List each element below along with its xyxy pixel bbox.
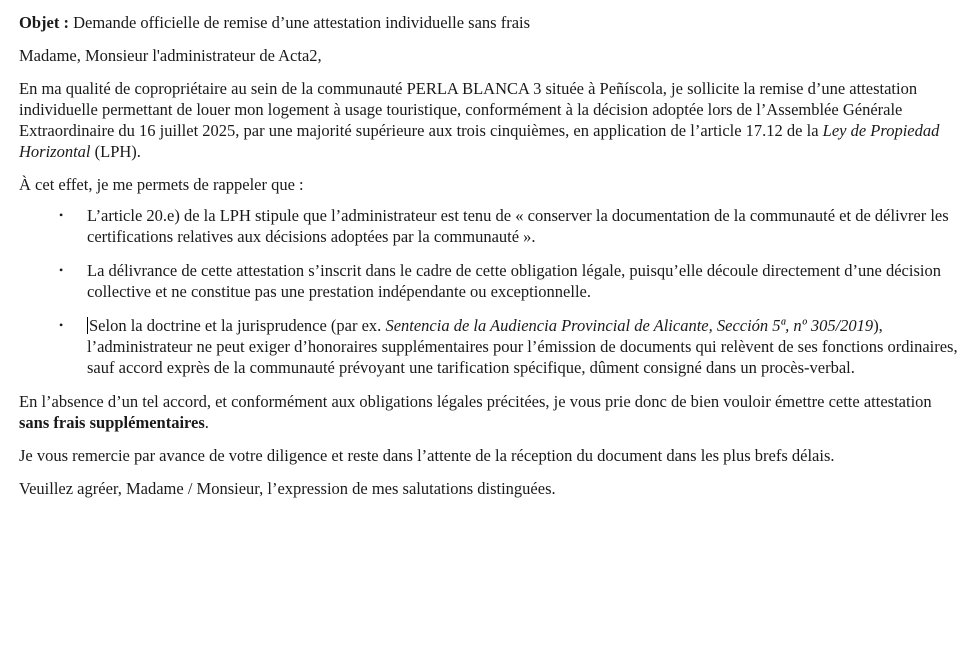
list-item (19, 260, 964, 302)
law-name: Ley de Propiedad Horizontal (19, 121, 940, 161)
closing-paragraph (19, 391, 964, 433)
closing-text-end: . (204, 413, 209, 432)
bullet-marker: • (59, 208, 64, 222)
subject-text: Demande officielle de remise d’une attestation individuelle sans frais (68, 13, 531, 32)
intro-text-end: (LPH). (90, 142, 141, 161)
subject-line (19, 12, 964, 33)
bullet-marker: • (59, 263, 64, 277)
intro-text: En ma qualité de copropriétaire au sein de la communauté PERLA BLANCA 3 située à Peñíscola, je sollicite la remise d’une attestation individuelle permettant de louer mon logement à usage touristique, conformément à la décision adoptée lors de l’Assemblée Générale Extraordinaire du 16 juillet 2025, par une majorité supérieure aux trois cinquièmes, en application de l’article 17.12 de la (19, 79, 918, 140)
court-citation: Sentencia de la Audiencia Provincial de Alicante, Sección 5ª, nº 305/2019 (385, 316, 874, 335)
text-cursor (87, 317, 88, 334)
thanks-paragraph: Je vous remercie par avance de votre diligence et reste dans l’attente de la réception du document dans les plus brefs délais. (19, 446, 835, 465)
closing-emphasis: sans frais supplémentaires (19, 413, 205, 432)
closing-text: En l’absence d’un tel accord, et conformément aux obligations légales précitées, je vous prie donc de bien vouloir émettre cette attestation (19, 392, 932, 411)
bullet-marker: • (59, 318, 64, 332)
list-item (19, 205, 964, 247)
list-item-text-end: ), l’administrateur ne peut exiger d’honoraires supplémentaires pour l’émission de documents qui relèvent de ses fonctions ordinaires, sauf accord exprès de la communauté prévoyant une tarification spécifique, dûment consigné dans un procès-verbal. (87, 316, 958, 377)
list-item-text: La délivrance de cette attestation s’inscrit dans le cadre de cette obligation légale, puisqu’elle découle directement d’une décision collective et ne constitue pas une prestation indépendante ou exceptionnelle. (87, 261, 941, 301)
reminder-list (19, 205, 964, 378)
intro-paragraph (19, 78, 964, 162)
lead-in: À cet effet, je me permets de rappeler que : (19, 175, 304, 194)
list-item-text: Selon la doctrine et la jurisprudence (par ex. (89, 316, 386, 335)
list-item (19, 315, 964, 378)
salutation: Madame, Monsieur l'administrateur de Acta2, (19, 46, 322, 65)
regards-paragraph: Veuillez agréer, Madame / Monsieur, l’expression de mes salutations distinguées. (19, 479, 556, 498)
letter-body[interactable] (19, 12, 964, 499)
list-item-text: L’article 20.e) de la LPH stipule que l’administrateur est tenu de « conserver la documentation de la communauté et de délivrer les certifications relatives aux décisions adoptées par la communauté ». (87, 206, 949, 246)
subject-label: Objet : (19, 13, 69, 32)
